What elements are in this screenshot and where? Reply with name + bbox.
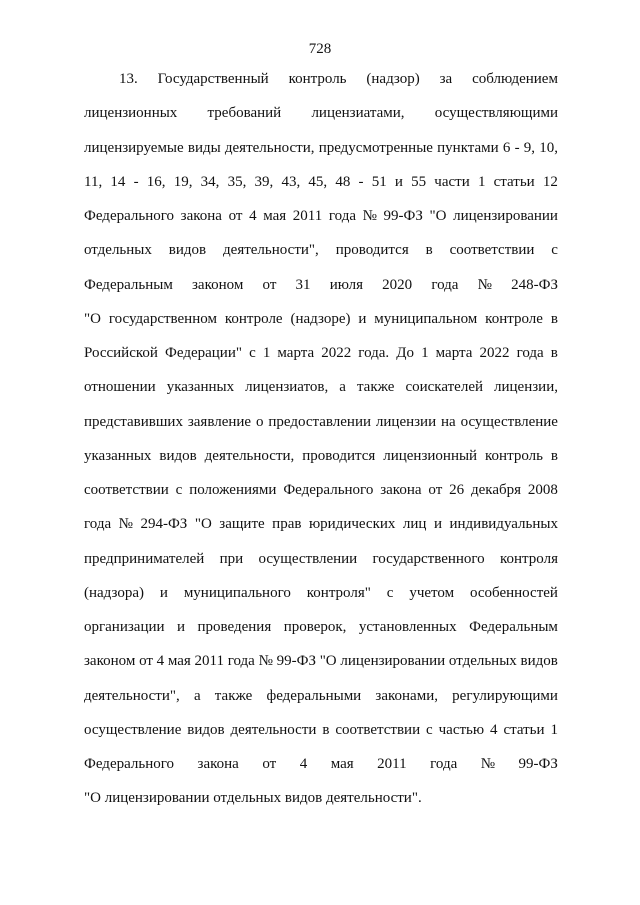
word: соблюдением (472, 71, 558, 87)
word: соответствии (335, 721, 421, 738)
word: 45, (308, 173, 328, 190)
word: 1 (421, 345, 429, 361)
word: и (394, 173, 403, 190)
word: 99-ФЗ (383, 208, 423, 224)
word: заявление (187, 413, 252, 430)
word: отдельных (448, 653, 517, 670)
word: "О (429, 208, 447, 224)
text-line (84, 788, 558, 822)
text-line (84, 583, 558, 617)
word: "О (319, 653, 337, 670)
word: № (362, 208, 377, 224)
word: - (133, 173, 139, 190)
text-line (84, 275, 558, 309)
word: проверок, (283, 619, 347, 635)
word: Федерального (84, 756, 175, 772)
text-line (84, 480, 558, 514)
word: лицензиатов, (245, 379, 329, 396)
paragraph-13 (84, 69, 558, 823)
word: деятельности, (224, 139, 315, 156)
word: в (425, 242, 433, 259)
word: контроле (485, 310, 543, 327)
word: № (480, 756, 496, 772)
word: проведения (197, 619, 272, 635)
word: июля (329, 276, 363, 293)
word: (надзор) (366, 71, 420, 87)
word: 1 (262, 345, 271, 361)
word: а (339, 379, 346, 396)
word: 2022 (479, 345, 510, 361)
word: осуществление (460, 413, 558, 430)
word: 4 (490, 721, 498, 738)
word: 26 (449, 482, 465, 498)
word: защите (219, 516, 265, 533)
word: 4 (299, 756, 308, 772)
word: "О (84, 310, 101, 327)
word: Федерации" (165, 345, 242, 361)
word: от (262, 276, 277, 293)
word: 2008 (527, 482, 558, 498)
word: законом (192, 276, 244, 293)
word: мая (263, 208, 287, 224)
text-line (84, 343, 558, 377)
word: прав (272, 516, 302, 533)
text-line (84, 514, 558, 548)
word: марта (435, 345, 473, 361)
text-line (84, 206, 558, 240)
word: частью (438, 721, 485, 738)
word: контроль (288, 71, 347, 87)
word: предпринимателей (84, 550, 205, 567)
word: соответствии (84, 482, 169, 498)
word: года. (358, 345, 390, 361)
word: и (358, 310, 367, 327)
word: деятельности", (223, 242, 319, 259)
word: 16, (146, 173, 166, 190)
word: 2011 (292, 208, 323, 224)
word: 1 (550, 721, 558, 738)
word: контроле (224, 310, 283, 327)
word: - (358, 173, 364, 190)
word: года (227, 653, 255, 670)
text-line (84, 754, 558, 788)
word: муниципального (183, 584, 291, 601)
word: 9, (523, 139, 536, 156)
word: Государственный (157, 71, 269, 87)
word: о (255, 413, 264, 430)
word: статьи (503, 721, 545, 738)
word: осуществляющими (434, 105, 558, 122)
word: видов (159, 447, 197, 464)
word: 2011 (194, 653, 224, 670)
word: 1 (477, 173, 486, 190)
text-line (84, 686, 558, 720)
word: на (441, 413, 456, 430)
word: контроля" (306, 584, 371, 601)
word: указанных (166, 379, 235, 396)
word: закона (380, 482, 422, 498)
word: государственного (372, 550, 485, 567)
word: от (139, 653, 153, 670)
word: лицензии, (494, 379, 558, 396)
word: 99-ФЗ (518, 756, 558, 772)
word: и (159, 584, 168, 601)
text-line (84, 549, 558, 583)
text-line (84, 651, 558, 685)
word: Российской (84, 345, 158, 361)
word: юридических (308, 516, 396, 533)
word: 2020 (382, 276, 413, 293)
word: года (431, 276, 459, 293)
word: года (516, 345, 544, 361)
text-line (84, 240, 558, 274)
word: в (550, 447, 558, 464)
word: года (430, 756, 458, 772)
word: 294-ФЗ (140, 516, 188, 533)
word: при (219, 550, 244, 567)
word: осуществление (84, 721, 182, 738)
text-line (84, 446, 558, 480)
word: - (514, 139, 520, 156)
word: а (193, 687, 201, 704)
word: деятельности, (204, 447, 295, 464)
word: Федерального (84, 208, 175, 224)
word: установленных (358, 619, 457, 635)
word: лицензии (375, 413, 437, 430)
word: "О (194, 516, 212, 533)
word: в (550, 345, 558, 361)
word: части (434, 173, 470, 190)
text-line (84, 309, 558, 343)
word: 34, (200, 173, 220, 190)
word: законами, (375, 687, 438, 704)
word: с (426, 721, 433, 738)
word: представивших (84, 413, 183, 430)
word: проводится (302, 447, 376, 464)
word: с (249, 345, 256, 361)
word: 4 (249, 208, 257, 224)
word: закона (197, 756, 239, 772)
word: учетом (409, 584, 455, 601)
word: статьи (493, 173, 535, 190)
word: и (433, 516, 442, 533)
word: мая (167, 653, 191, 670)
word: от (428, 482, 443, 498)
word: До (396, 345, 414, 361)
word: 48 (335, 173, 351, 190)
word: 12 (542, 173, 558, 190)
word: 2011 (377, 756, 407, 772)
word: законом (84, 653, 136, 670)
word: 31 (295, 276, 311, 293)
word: осуществлении (258, 550, 358, 567)
word: Федерального (283, 482, 374, 498)
word: положениями (189, 482, 277, 498)
word: лиц (402, 516, 427, 533)
text-line (84, 103, 558, 137)
word: лицензиатами, (311, 105, 405, 122)
word: отношении (84, 379, 156, 396)
word: (надзора) (84, 584, 144, 601)
word: декабря (471, 482, 522, 498)
word: организации (84, 619, 165, 635)
text-line (84, 138, 558, 172)
word: № (118, 516, 133, 533)
word: с (175, 482, 183, 498)
word: Федеральным (84, 276, 173, 293)
word: 11, (84, 173, 103, 190)
word: в (322, 721, 330, 738)
word: лицензировании (453, 208, 558, 224)
word: видов (520, 653, 558, 670)
word: 19, (173, 173, 193, 190)
word: деятельности (230, 721, 317, 738)
word: Федеральным (469, 619, 558, 635)
word: 10, (539, 139, 558, 156)
word: от (262, 756, 277, 772)
text-line (84, 617, 558, 651)
word: за (439, 71, 453, 87)
word: предусмотренные (318, 139, 433, 156)
word: федеральными (266, 687, 362, 704)
word: лицензировании (340, 653, 446, 670)
word: 14 (110, 173, 126, 190)
word: 6 (502, 139, 511, 156)
word: 2022 (321, 345, 352, 361)
text-line (84, 172, 558, 206)
text-line (84, 412, 558, 446)
word: индивидуальных (449, 516, 558, 533)
word: 4 (156, 653, 165, 670)
word: в (550, 310, 558, 327)
word: регулирующими (452, 687, 558, 704)
word: года (84, 516, 112, 533)
text-line (84, 720, 558, 754)
word: 55 (411, 173, 427, 190)
word: соискателей (405, 379, 484, 396)
word: 35, (227, 173, 247, 190)
page-number: 728 (308, 41, 332, 57)
word: отдельных (84, 242, 152, 259)
word: муниципальном (374, 310, 478, 327)
word: контроль (485, 447, 543, 464)
word: также (214, 687, 253, 704)
word: (надзоре) (290, 310, 351, 327)
word: 13. (119, 71, 138, 87)
word: 43, (281, 173, 301, 190)
word: особенностей (469, 584, 558, 601)
word: деятельности", (84, 687, 180, 704)
word: 51 (371, 173, 387, 190)
word: предоставлении (268, 413, 372, 430)
word: контроля (500, 550, 558, 567)
word: требований (207, 105, 282, 122)
word: года (328, 208, 356, 224)
text-line (84, 377, 558, 411)
word: также (356, 379, 395, 396)
word: 248-ФЗ (511, 276, 558, 293)
word: марта (277, 345, 315, 361)
word: № (477, 276, 492, 293)
word: соответствии (449, 242, 535, 259)
word: пунктами (437, 139, 499, 156)
word: мая (330, 756, 354, 772)
word: с (551, 242, 558, 259)
word: № (258, 653, 273, 670)
word: 99-ФЗ (276, 653, 316, 670)
word: от (228, 208, 243, 224)
word: лицензионный (383, 447, 478, 464)
word: указанных (84, 447, 152, 464)
word: 39, (254, 173, 274, 190)
word: виды (187, 139, 221, 156)
text-line (84, 69, 558, 103)
word: видов (168, 242, 207, 259)
word: лицензируемые (84, 139, 184, 156)
word: видов (187, 721, 225, 738)
word: лицензионных (84, 105, 178, 122)
word: "О лицензировании отдельных видов деятельности". (84, 790, 422, 807)
word: закона (180, 208, 222, 224)
word: проводится (335, 242, 409, 259)
word: с (386, 584, 394, 601)
word: государственном (108, 310, 217, 327)
word: и (177, 619, 186, 635)
